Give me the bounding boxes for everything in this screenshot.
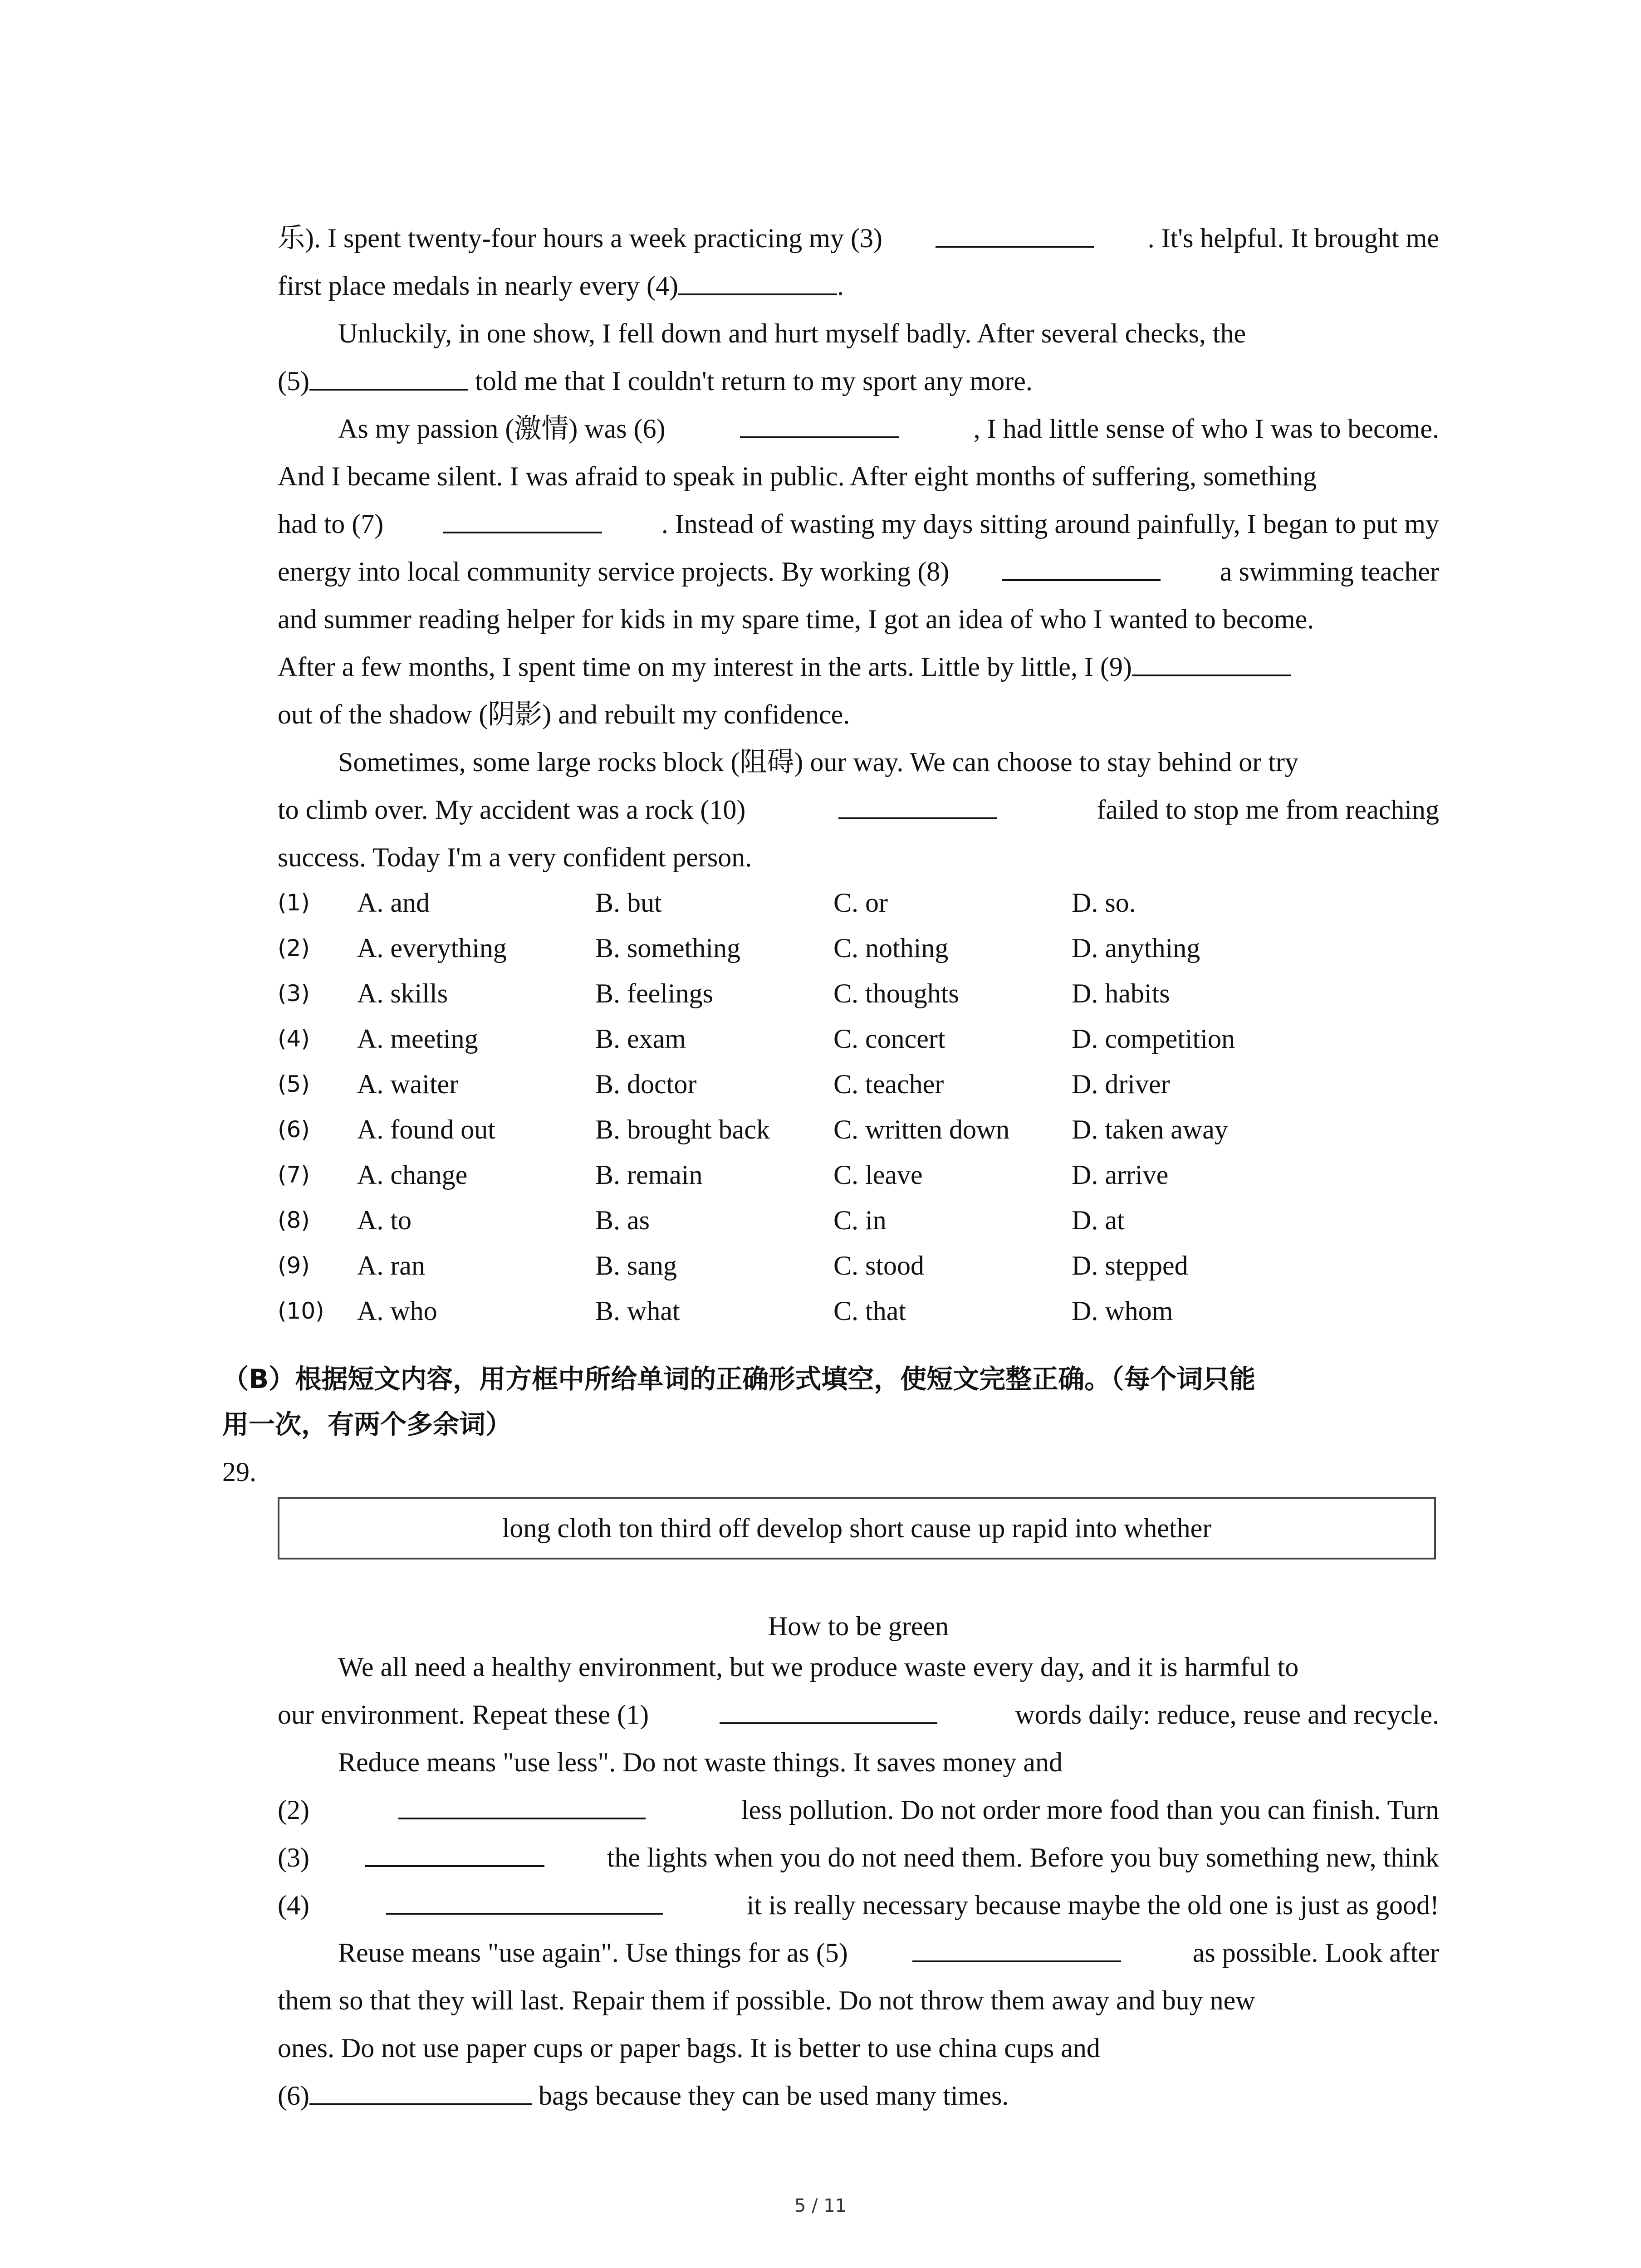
- word-box: long cloth ton third off develop short cause up rapid into whether: [278, 1497, 1436, 1559]
- passage-b-text: less pollution. Do not order more food than you can finish. Turn: [734, 1795, 1439, 1825]
- answer-blank[interactable]: [936, 218, 1094, 248]
- option-number: (2): [278, 935, 310, 961]
- passage-a-line: [338, 408, 1439, 449]
- passage-b-text: Reuse means "use again". Use things for as (5): [338, 1938, 848, 1968]
- option-choice-a[interactable]: A. skills: [357, 978, 448, 1008]
- answer-blank[interactable]: [678, 265, 837, 295]
- option-row: [278, 1064, 1439, 1105]
- passage-a-line: [278, 218, 1439, 259]
- answer-blank[interactable]: [740, 408, 899, 438]
- passage-b-line: [278, 1885, 1439, 1926]
- passage-a-line: [278, 694, 1439, 735]
- section-b-heading-line2: 用一次，有两个多余词）: [222, 1409, 512, 1440]
- passage-a-text: .: [837, 271, 844, 301]
- option-row: [278, 1290, 1439, 1331]
- option-row: [278, 1109, 1439, 1150]
- answer-blank[interactable]: [720, 1694, 937, 1724]
- passage-b-line: [278, 1980, 1439, 2021]
- option-number: (3): [278, 980, 310, 1007]
- option-choice-c[interactable]: C. in: [833, 1205, 887, 1235]
- option-choice-c[interactable]: C. thoughts: [833, 978, 959, 1008]
- option-choice-d[interactable]: D. whom: [1072, 1296, 1173, 1326]
- passage-a-text: a swimming teacher: [1213, 557, 1439, 587]
- option-choice-d[interactable]: D. stepped: [1072, 1251, 1188, 1281]
- passage-a-text: and summer reading helper for kids in my spare time, I got an idea of who I wanted to become.: [278, 604, 1314, 634]
- passage-a-text: failed to stop me from reaching: [1090, 795, 1439, 825]
- passage-b-text: (4): [278, 1890, 309, 1920]
- passage-a-text: . It's helpful. It brought me: [1147, 223, 1439, 253]
- passage-a-text: told me that I couldn't return to my sport any more.: [468, 366, 1033, 396]
- answer-blank[interactable]: [398, 1789, 646, 1819]
- option-number: (9): [278, 1252, 310, 1279]
- option-choice-b[interactable]: B. feelings: [595, 978, 713, 1008]
- answer-blank[interactable]: [365, 1837, 544, 1867]
- option-choice-c[interactable]: C. or: [833, 888, 888, 918]
- option-choice-d[interactable]: D. arrive: [1072, 1160, 1169, 1190]
- option-choice-b[interactable]: B. doctor: [595, 1069, 697, 1099]
- passage-b-text: bags because they can be used many times.: [531, 2081, 1009, 2111]
- option-choice-a[interactable]: A. change: [357, 1160, 468, 1190]
- option-choice-c[interactable]: C. that: [833, 1296, 906, 1326]
- option-choice-b[interactable]: B. sang: [595, 1251, 677, 1281]
- option-choice-b[interactable]: B. something: [595, 933, 741, 963]
- answer-blank[interactable]: [386, 1885, 663, 1915]
- option-number: (1): [278, 890, 310, 916]
- option-number: (10): [278, 1298, 324, 1324]
- option-number: (5): [278, 1071, 310, 1097]
- answer-blank[interactable]: [309, 361, 468, 391]
- option-choice-c[interactable]: C. nothing: [833, 933, 949, 963]
- option-choice-d[interactable]: D. anything: [1072, 933, 1200, 963]
- option-choice-d[interactable]: D. habits: [1072, 978, 1170, 1008]
- passage-b-line: [278, 1789, 1439, 1830]
- option-choice-a[interactable]: A. found out: [357, 1114, 495, 1144]
- option-row: [278, 1245, 1439, 1286]
- passage-a-line: [278, 599, 1439, 640]
- passage-a-text: had to (7): [278, 509, 384, 539]
- passage-b-text: as possible. Look after: [1185, 1938, 1439, 1968]
- passage-b-line: [338, 1932, 1439, 1973]
- option-choice-c[interactable]: C. teacher: [833, 1069, 944, 1099]
- passage-a-line: [338, 742, 1439, 782]
- question-number: 29.: [222, 1457, 256, 1487]
- passage-a-text: And I became silent. I was afraid to speak in public. After eight months of suffering, something: [278, 461, 1317, 491]
- passage-a-line: [278, 837, 1439, 878]
- answer-blank[interactable]: [443, 503, 602, 533]
- passage-a-line: [278, 646, 1439, 687]
- option-choice-b[interactable]: B. remain: [595, 1160, 703, 1190]
- passage-a-line: [278, 551, 1439, 592]
- answer-blank[interactable]: [309, 2075, 532, 2105]
- passage-a-line: [278, 361, 1439, 401]
- option-choice-b[interactable]: B. but: [595, 888, 662, 918]
- option-choice-a[interactable]: A. and: [357, 888, 430, 918]
- passage-a-text: success. Today I'm a very confident person.: [278, 842, 752, 872]
- answer-blank[interactable]: [838, 789, 997, 819]
- passage-b-text: (3): [278, 1843, 309, 1872]
- answer-blank[interactable]: [1132, 646, 1291, 676]
- passage-a-text: . Instead of wasting my days sitting around painfully, I began to put my: [661, 509, 1439, 539]
- passage-b-text: (6): [278, 2081, 309, 2111]
- option-row: [278, 1154, 1439, 1195]
- passage-a-text: , I had little sense of who I was to become.: [973, 414, 1439, 444]
- passage-a-text: After a few months, I spent time on my interest in the arts. Little by little, I (9): [278, 652, 1132, 682]
- passage-a-text: As my passion (激情) was (6): [338, 414, 666, 444]
- passage-b-text: the lights when you do not need them. Before you buy something new, think: [600, 1843, 1439, 1872]
- passage-a-text: Unluckily, in one show, I fell down and hurt myself badly. After several checks, the: [338, 318, 1246, 348]
- passage-a-line: [278, 789, 1439, 830]
- passage-b-text: We all need a healthy environment, but we produce waste every day, and it is harmful to: [338, 1652, 1299, 1682]
- passage-a-text: Sometimes, some large rocks block (阻碍) our way. We can choose to stay behind or try: [338, 747, 1298, 777]
- passage-b-text: them so that they will last. Repair them if possible. Do not throw them away and buy new: [278, 1985, 1255, 2015]
- answer-blank[interactable]: [1002, 551, 1161, 581]
- option-choice-b[interactable]: B. as: [595, 1205, 650, 1235]
- passage-b-line: [278, 2075, 1439, 2116]
- passage-a-text: energy into local community service projects. By working (8): [278, 557, 950, 587]
- option-number: (6): [278, 1116, 310, 1143]
- option-row: [278, 882, 1439, 923]
- passage-b-text: it is really necessary because maybe the old one is just as good!: [740, 1890, 1439, 1920]
- passage-a-text: out of the shadow (阴影) and rebuilt my confidence.: [278, 699, 850, 729]
- option-choice-c[interactable]: C. stood: [833, 1251, 925, 1281]
- passage-a-text: to climb over. My accident was a rock (10): [278, 795, 746, 825]
- option-choice-c[interactable]: C. concert: [833, 1024, 945, 1054]
- passage-b-text: our environment. Repeat these (1): [278, 1700, 649, 1730]
- answer-blank[interactable]: [912, 1932, 1121, 1962]
- option-choice-a[interactable]: A. meeting: [357, 1024, 478, 1054]
- passage-b-line: [278, 1837, 1439, 1878]
- passage-a-line: [278, 503, 1439, 544]
- option-choice-d[interactable]: D. competition: [1072, 1024, 1235, 1054]
- option-choice-a[interactable]: A. to: [357, 1205, 411, 1235]
- option-choice-d[interactable]: D. driver: [1072, 1069, 1170, 1099]
- option-choice-a[interactable]: A. waiter: [357, 1069, 459, 1099]
- option-row: [278, 1200, 1439, 1241]
- option-row: [278, 973, 1439, 1014]
- passage-b-text: Reduce means "use less". Do not waste things. It saves money and: [338, 1747, 1063, 1777]
- option-choice-a[interactable]: A. who: [357, 1296, 437, 1326]
- passage-a-line: [338, 313, 1439, 354]
- option-row: [278, 1018, 1439, 1059]
- passage-b-text: words daily: reduce, reuse and recycle.: [1008, 1700, 1439, 1730]
- passage-a-line: [278, 456, 1439, 497]
- option-row: [278, 928, 1439, 968]
- option-number: (8): [278, 1207, 310, 1233]
- passage-a-text: (5): [278, 366, 309, 396]
- passage-a-line: [278, 265, 1439, 306]
- passage-b-line: [278, 2028, 1439, 2068]
- passage-b-line: [338, 1742, 1439, 1783]
- passage-b-text: ones. Do not use paper cups or paper bags. It is better to use china cups and: [278, 2033, 1100, 2063]
- option-choice-a[interactable]: A. everything: [357, 933, 507, 963]
- option-choice-d[interactable]: D. so.: [1072, 888, 1136, 918]
- option-choice-b[interactable]: B. brought back: [595, 1114, 770, 1144]
- option-choice-c[interactable]: C. leave: [833, 1160, 923, 1190]
- passage-a-text: 乐). I spent twenty-four hours a week practicing my (3): [278, 223, 882, 253]
- option-choice-a[interactable]: A. ran: [357, 1251, 425, 1281]
- passage-a-text: first place medals in nearly every (4): [278, 271, 678, 301]
- section-b-heading-line1: （B）根据短文内容，用方框中所给单词的正确形式填空，使短文完整正确。（每个词只能: [222, 1364, 1256, 1394]
- passage-b-line: [338, 1647, 1439, 1687]
- option-number: (7): [278, 1162, 310, 1188]
- passage-b-text: (2): [278, 1795, 309, 1825]
- option-choice-b[interactable]: B. what: [595, 1296, 680, 1326]
- option-choice-c[interactable]: C. written down: [833, 1114, 1010, 1144]
- option-number: (4): [278, 1026, 310, 1052]
- option-choice-d[interactable]: D. at: [1072, 1205, 1125, 1235]
- option-choice-d[interactable]: D. taken away: [1072, 1114, 1228, 1144]
- passage-title: How to be green: [768, 1611, 949, 1641]
- passage-b-line: [278, 1694, 1439, 1735]
- option-choice-b[interactable]: B. exam: [595, 1024, 686, 1054]
- page-number: 5 / 11: [794, 2195, 847, 2216]
